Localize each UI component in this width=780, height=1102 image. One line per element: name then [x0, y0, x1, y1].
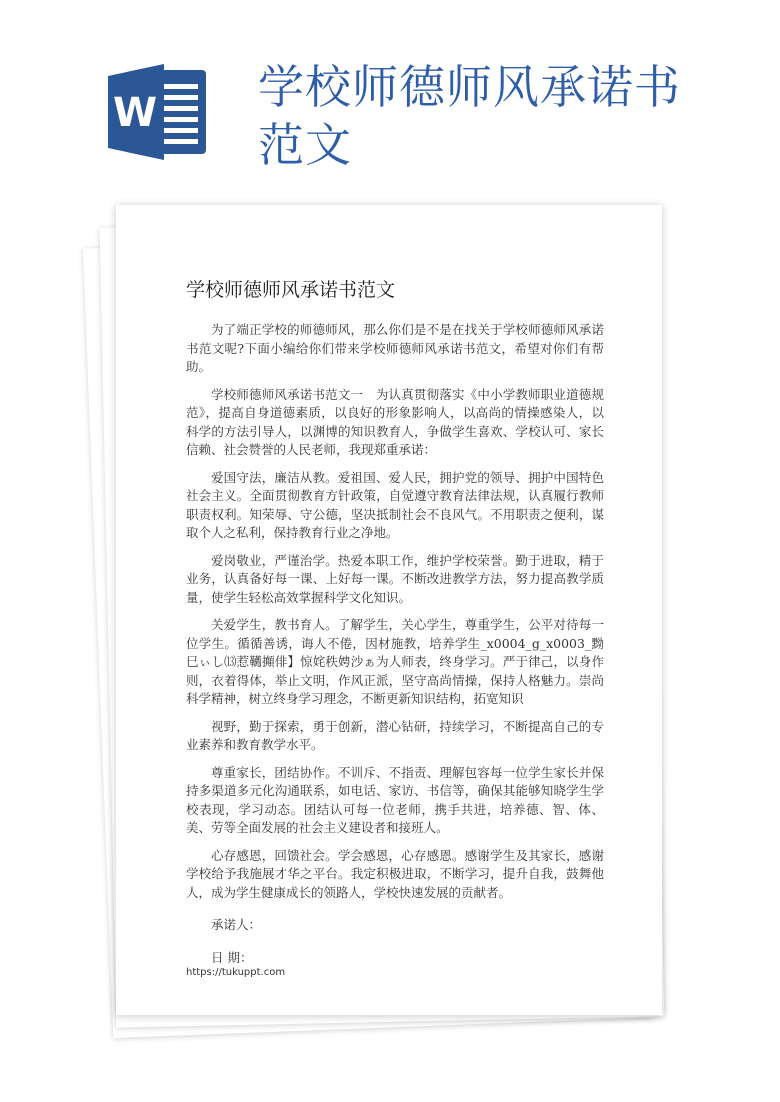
date-label: 日 期：	[211, 949, 253, 965]
source-url: https://tukuppt.com	[186, 967, 286, 978]
document-page	[116, 205, 662, 1015]
svg-text:W: W	[112, 90, 158, 136]
paragraph: 尊重家长，团结协作。不训斥、不指责、理解包容每一位学生家长并保持多渠道多元化沟通联系，如电话、家访、书信等，确保其能够知晓学生学校表现，学习动态。团结认可每一位老师，携手共进，培养德、智、体、美、劳等全面发展的社会主义建设者和接班人。	[186, 764, 604, 835]
paragraph: 心存感恩，回馈社会。学会感恩，心存感恩。感谢学生及其家长，感谢学校给予我施展才华之平台。我定积极进取，不断学习，提升自我，鼓舞他人，成为学生健康成长的领路人，学校快速发展的贡献者。	[186, 847, 604, 900]
paragraph: 关爱学生，教书育人。了解学生，关心学生，尊重学生，公平对待每一位学生。循循善诱，诲人不倦，因材施教，培养学生_x0004_g_x0003_黝巳ぃし⒀惹韉攧俳】惊姹秩娉沙ぁ为人师表，终身学习。严于律己，以身作则，衣着得体，举止文明，作风正派，坚守高尚情操，保持人格魅力。崇尚科学精神，树立终身学习理念，不断更新知识结构，拓宽知识	[186, 617, 604, 706]
paragraph: 爱岗敬业，严谨治学。热爱本职工作，维护学校荣誉。勤于进取，精于业务，认真备好每一课、上好每一课。不断改进教学方法，努力提高教学质量，使学生轻松高效掌握科学文化知识。	[186, 552, 604, 605]
paragraph: 爱国守法，廉洁从教。爱祖国、爱人民，拥护党的领导、拥护中国特色社会主义。全面贯彻教育方针政策，自觉遵守教育法律法规，认真履行教师职责权利。知荣辱、守公德，坚决抵制社会不良风气。不用职责之便利，谋取个人之私利，保持教育行业之净地。	[186, 469, 604, 540]
header	[0, 0, 780, 200]
paragraph: 为了端正学校的师德师风，那么你们是不是在找关于学校师德师风承诺书范文呢?下面小编给你们带来学校师德师风承诺书范文，希望对你们有帮助。	[186, 322, 604, 374]
paragraph: 学校师德师风承诺书范文一 为认真贯彻落实《中小学教师职业道德规范》，提高自身道德素质，以良好的形象影响人，以高尚的情操感染人，以科学的方法引导人，以渊博的知识教育人，争做学生喜欢、学校认可、家长信赖、社会赞誉的人民老师，我现郑重承诺：	[186, 386, 604, 457]
word-document-icon	[108, 64, 212, 160]
signer-label: 承诺人：	[211, 917, 262, 932]
page-title: 学校师德师风承诺书范文	[258, 60, 681, 172]
paragraph: 视野，勤于探索，勇于创新，潜心钻研，持续学习，不断提高自己的专业素养和教育教学水平。	[186, 718, 604, 752]
document-title: 学校师德师风承诺书范文	[186, 279, 396, 301]
document-body	[186, 321, 604, 967]
